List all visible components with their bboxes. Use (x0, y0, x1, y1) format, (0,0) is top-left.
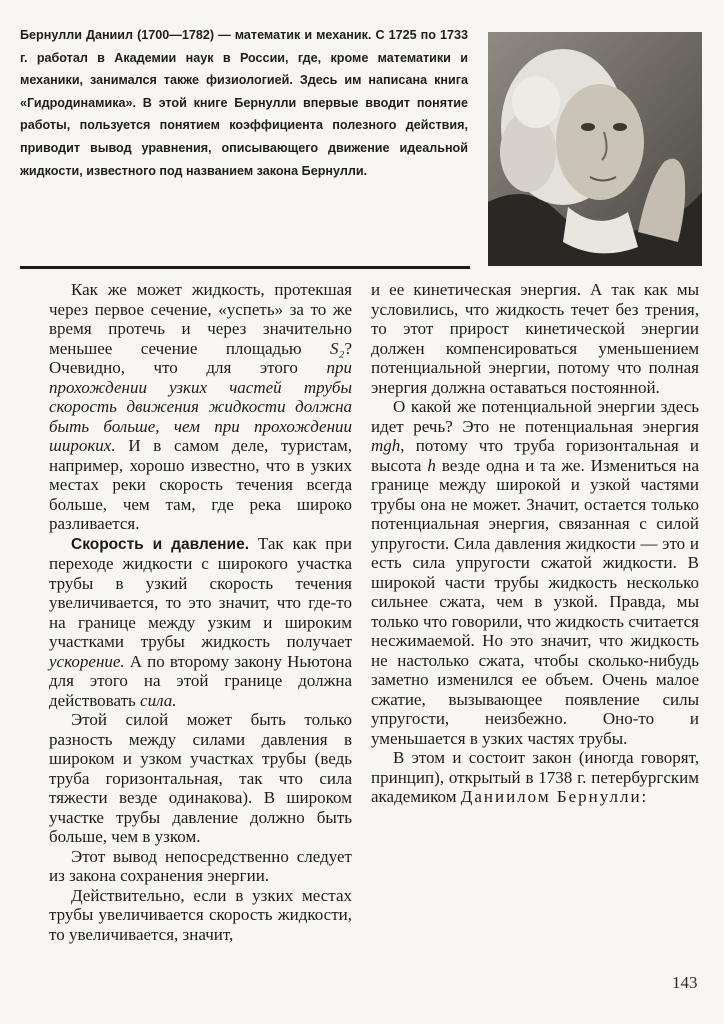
page-number: 143 (672, 973, 698, 992)
paragraph: и ее кинетическая энергия. А так как мы условились, что жидкость течет без трения, то этот прирост кинетической энергии должен компенсироваться уменьшением потенциальной энергии, потому что полная энергия должна оставаться постоянной. (371, 280, 699, 397)
symbol-mgh: mgh (371, 436, 401, 455)
right-column (371, 280, 699, 807)
left-column (49, 280, 352, 944)
portrait-icon (488, 32, 702, 266)
paragraph: Действительно, если в узких местах трубы увеличивается скорость жидкости, то увеличивается, значит, (49, 885, 352, 944)
horizontal-rule (20, 266, 470, 269)
paragraph: О какой же потенциальной энергии здесь идет речь? Это не потенциальная энергия mgh, потому что труба горизонтальная и высота h везде одна и та же. Измениться на границе между широкой и узкой частями трубы она не может. Значит, остается только потенциальная энергия, связанная с силой упругости. Сила давления жидкости — это и есть сила упругости сжатой жидкости. В широкой части трубы жидкость несколько сильнее сжата, чем в узкой. Правда, мы только что говорили, что жидкость считается несжимаемой. Но это значит, что жидкость не настолько сжата, чтобы сколько-нибудь заметно изменился ее объем. Очень малое сжатие, вызывающее появление силы упругости, неизбежно. Оно-то и уменьшается в узких частях трубы. (371, 397, 700, 748)
portrait-image (488, 32, 702, 266)
paragraph: В этом и состоит закон (иногда говорят, принцип), открытый в 1738 г. петербургским академиком Даниилом Бернулли: (371, 748, 699, 806)
biography-caption (20, 24, 468, 182)
symbol-s2: S₂ (330, 338, 345, 358)
section-heading: Скорость и давление. (71, 535, 249, 553)
italic-emphasis: ускорение. (49, 651, 125, 671)
italic-emphasis: сила. (140, 690, 177, 710)
symbol-h: h (427, 455, 436, 475)
paragraph: Этот вывод непосредственно следует из закона сохранения энергии. (49, 846, 352, 885)
spaced-name: Даниилом Бернулли: (460, 787, 649, 806)
paragraph: Как же может жидкость, протекшая через первое сечение, «успеть» за то же время протечь и через значительно меньшее сечение площадью S₂? Очевидно, что для этого при прохождении узких частей трубы скорость движения жидкости должна быть больше, чем при прохождении широких. И в самом деле, туристам, например, хорошо известно, что в узких местах реки скорость течения всегда больше, чем там, где река широко разливается. (49, 280, 352, 533)
italic-emphasis: при прохождении узких частей трубы скорость движения жидкости должна быть больше, чем при прохождении широких. (49, 358, 352, 455)
paragraph: Скорость и давление. Так как при переходе жидкости с широкого участка трубы в узкий скорость течения увеличивается, то это значит, что где-то на границе между узким и широким участками трубы жидкость получает ускорение. А по второму закону Ньютона для этого на этой границе должна действовать сила. (49, 533, 352, 710)
paragraph: Этой силой может быть только разность между силами давления в широком и узком участках трубы (ведь труба горизонтальная, так что сила тяжести везде одинакова). В широком участке трубы давление должно быть больше, чем в узком. (49, 710, 352, 846)
bio-name: Бернулли Даниил (20, 28, 134, 42)
bio-text: (1700—1782) — математик и механик. С 1725 по 1733 г. работал в Академии наук в России, где, кроме математики и механики, занимался также физиологией. Здесь им написана книга «Гидродинамика». В этой книге Бернулли впервые вводит понятие работы, пользуется понятием коэффициента полезного действия, приводит вывод уравнения, описывающего движение идеальной жидкости, известного под названием закона Бернулли. (20, 28, 468, 178)
